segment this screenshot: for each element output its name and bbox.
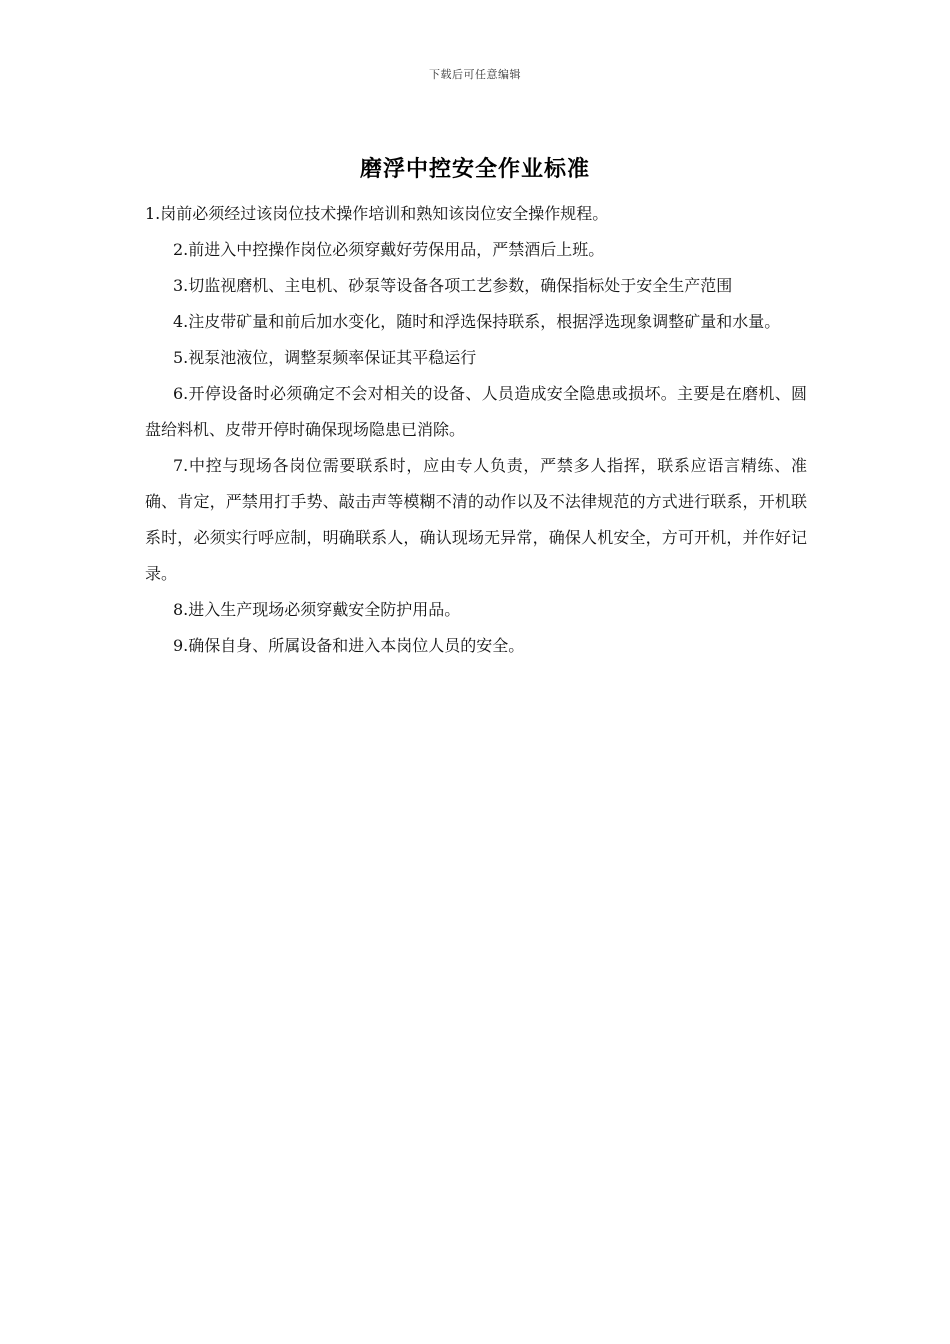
rule-item-4: 4.注皮带矿量和前后加水变化，随时和浮选保持联系，根据浮选现象调整矿量和水量。	[173, 312, 781, 331]
page-header: 下载后可任意编辑	[429, 68, 521, 81]
rule-item-1: 1.岗前必须经过该岗位技术操作培训和熟知该岗位安全操作规程。	[145, 204, 609, 223]
rule-item-3: 3.切监视磨机、主电机、砂泵等设备各项工艺参数，确保指标处于安全生产范围	[173, 276, 733, 295]
document-title: 磨浮中控安全作业标准	[359, 156, 590, 182]
rule-item-5: 5.视泵池液位，调整泵频率保证其平稳运行	[173, 348, 477, 367]
rule-item-7: 7.中控与现场各岗位需要联系时，应由专人负责，严禁多人指挥，联系应语言精练、准确、肯定，严禁用打手势、敲击声等模糊不清的动作以及不法律规范的方式进行联系，开机联系时，必须实行呼应制，明确联系人，确认现场无异常，确保人机安全，方可开机，并作好记录。	[145, 456, 807, 583]
rule-item-9: 9.确保自身、所属设备和进入本岗位人员的安全。	[173, 636, 525, 655]
rule-item-6: 6.开停设备时必须确定不会对相关的设备、人员造成安全隐患或损坏。主要是在磨机、圆盘给料机、皮带开停时确保现场隐患已消除。	[145, 384, 807, 439]
document-body	[145, 196, 807, 664]
rule-item-8: 8.进入生产现场必须穿戴安全防护用品。	[173, 600, 461, 619]
rule-item-2: 2.前进入中控操作岗位必须穿戴好劳保用品，严禁酒后上班。	[173, 240, 605, 259]
